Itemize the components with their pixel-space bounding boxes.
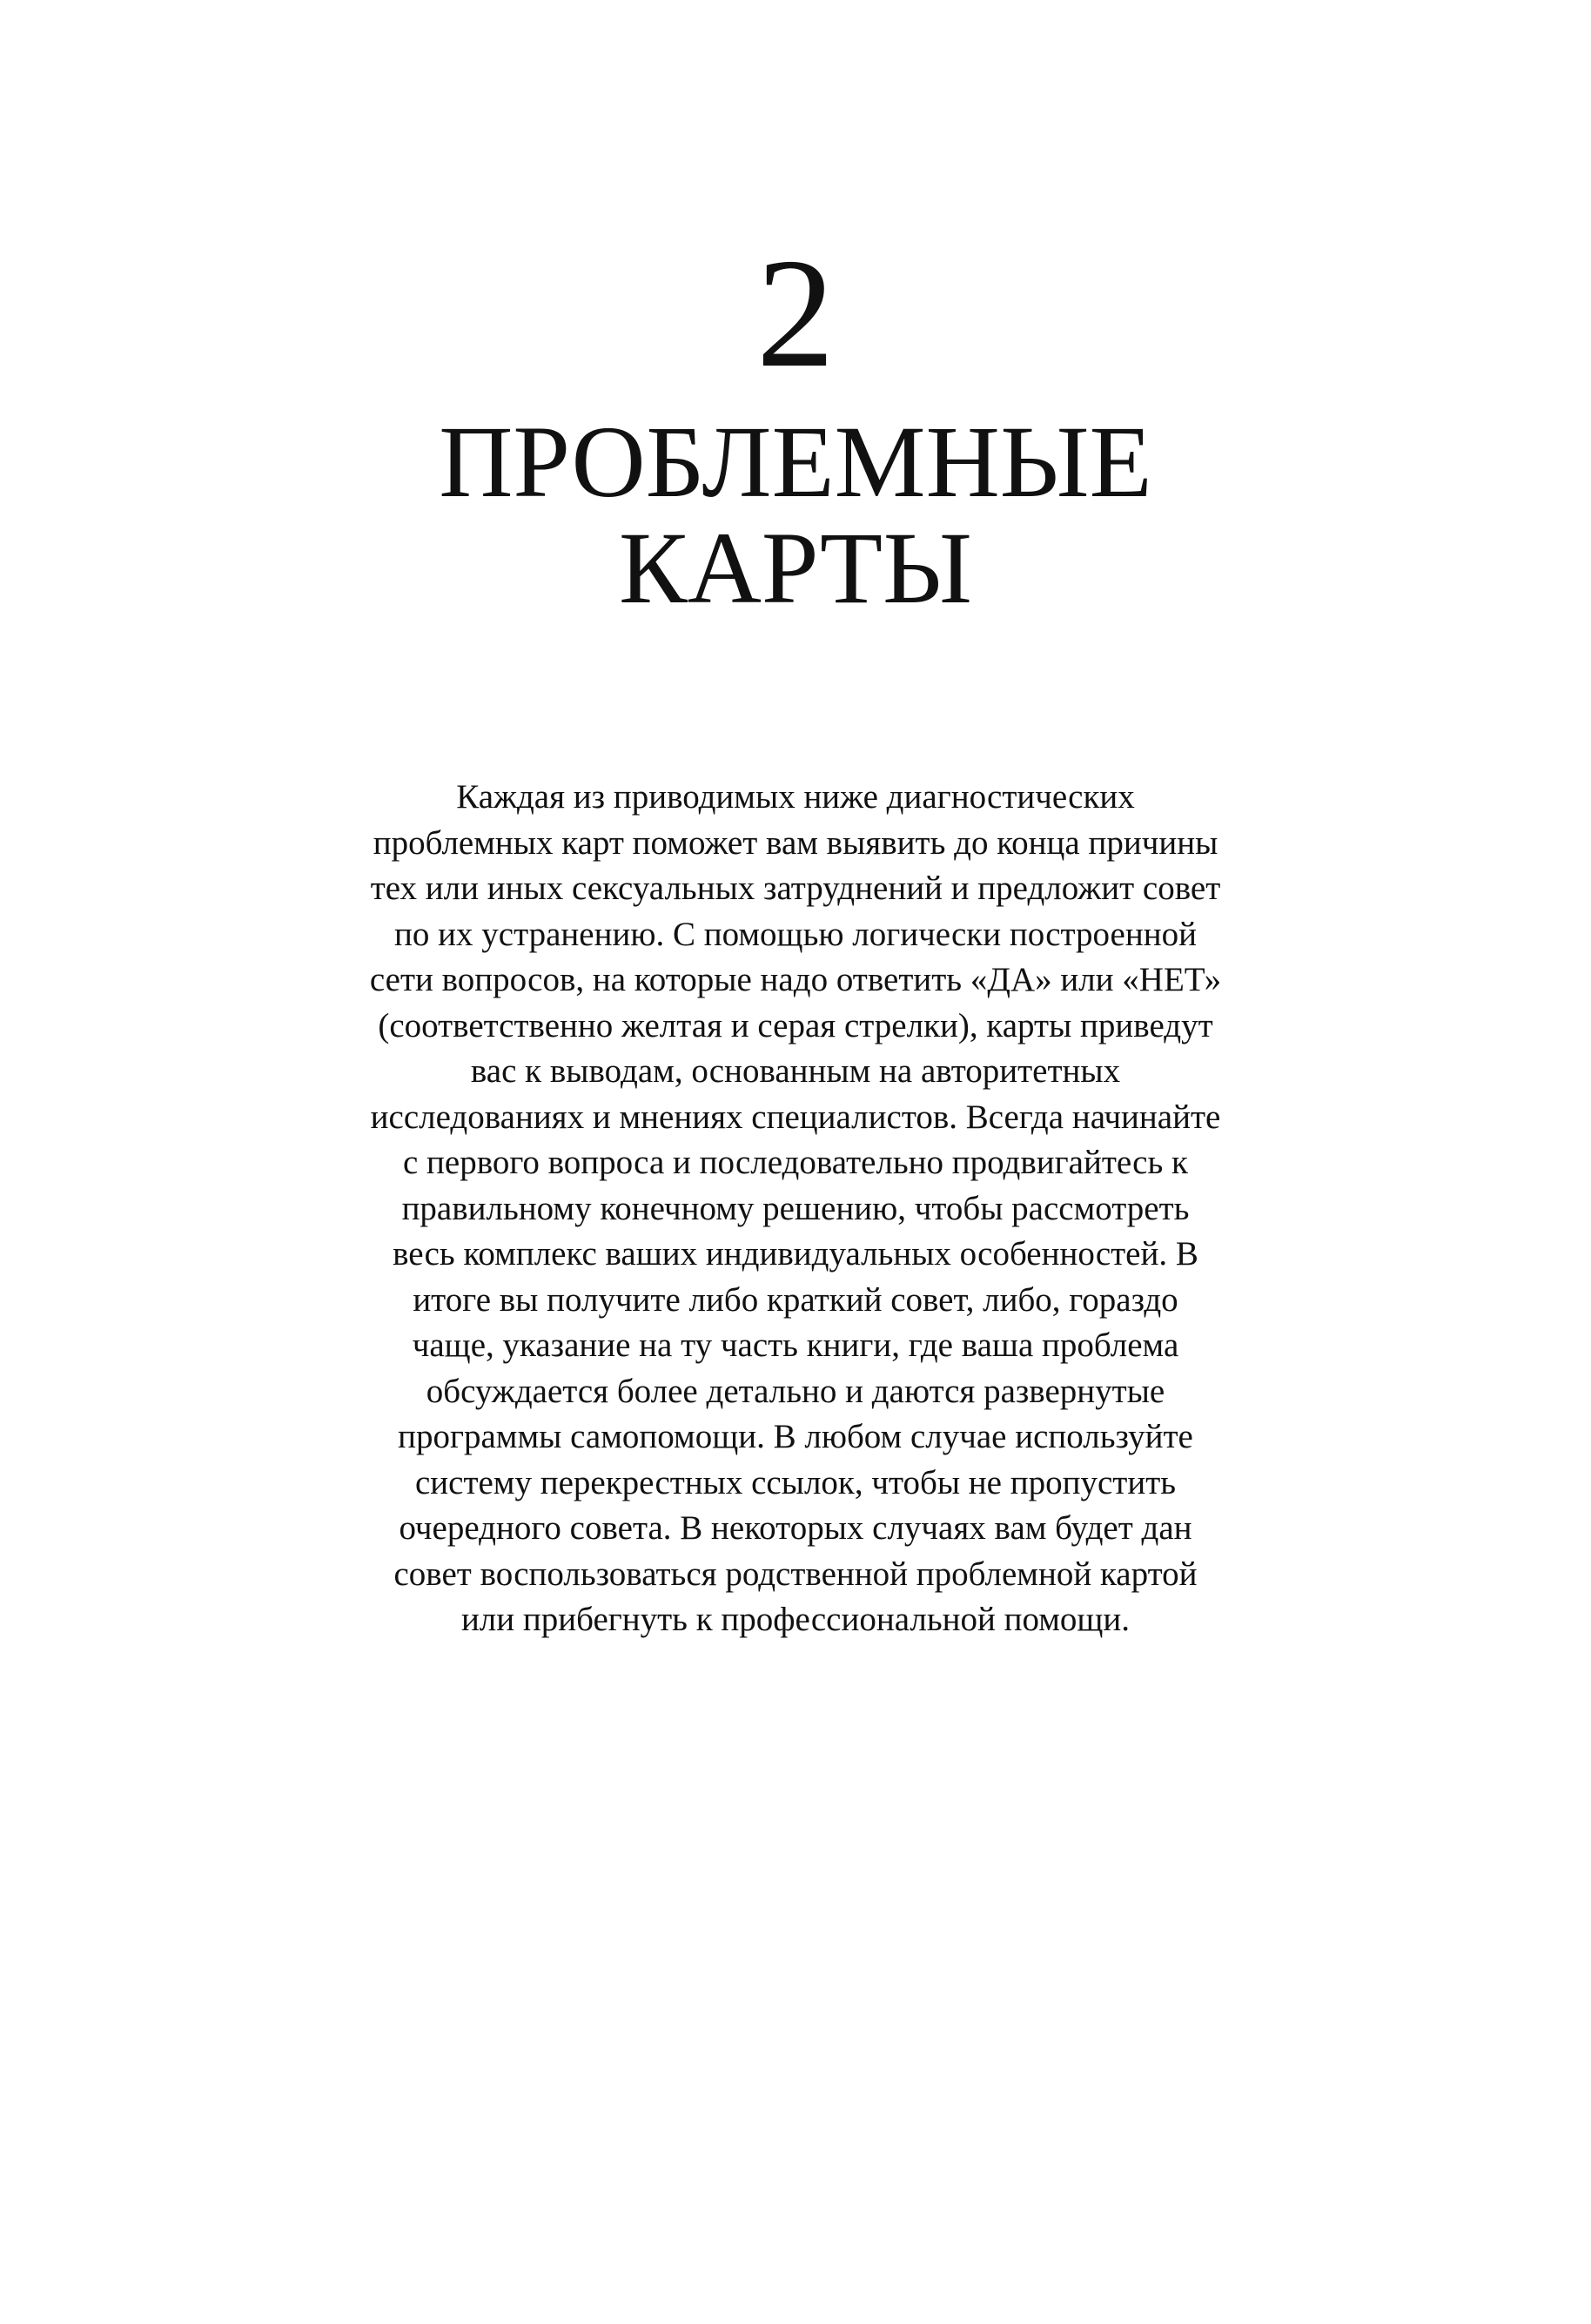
intro-line: по их устранению. С помощью логически построенной (394, 915, 1197, 953)
chapter-title-line: КАРТЫ (619, 511, 972, 625)
intro-paragraph (287, 775, 1304, 1643)
intro-line: правильному конечному решению, чтобы рассмотреть (401, 1189, 1190, 1227)
intro-line: чаще, указание на ту часть книги, где ваша проблема (412, 1327, 1179, 1364)
intro-line: или прибегнуть к профессиональной помощи. (460, 1601, 1131, 1638)
chapter-title (0, 405, 1591, 625)
intro-line: обсуждается более детально и даются развернутые (426, 1372, 1165, 1410)
intro-line: весь комплекс ваших индивидуальных особенностей. В (393, 1235, 1198, 1273)
intro-line: Каждая из приводимых ниже диагностических (456, 778, 1135, 816)
intro-line: программы самопомощи. В любом случае используйте (398, 1418, 1193, 1455)
intro-line: тех или иных сексуальных затруднений и предложит совет (370, 870, 1221, 907)
chapter-number: 2 (756, 226, 835, 400)
intro-line: (соответственно желтая и серая стрелки), карты приведут (378, 1006, 1213, 1044)
intro-line: вас к выводам, основанным на авторитетных (470, 1052, 1121, 1090)
chapter-title-line: ПРОБЛЕМНЫЕ (439, 405, 1152, 519)
intro-line: очередного совета. В некоторых случаях вам будет дан (399, 1509, 1192, 1547)
intro-line: итоге вы получите либо краткий совет, либо, гораздо (413, 1280, 1178, 1319)
intro-line: с первого вопроса и последовательно продвигайтесь к (403, 1144, 1188, 1181)
intro-line: совет воспользоваться родственной проблемной картой (393, 1555, 1198, 1593)
intro-line: сети вопросов, на которые надо ответить «ДА» или «НЕТ» (369, 961, 1222, 998)
intro-line: проблемных карт поможет вам выявить до конца причины (373, 823, 1218, 862)
intro-line: систему перекрестных ссылок, чтобы не пропустить (414, 1463, 1177, 1501)
intro-line: исследованиях и мнениях специалистов. Всегда начинайте (370, 1098, 1221, 1136)
